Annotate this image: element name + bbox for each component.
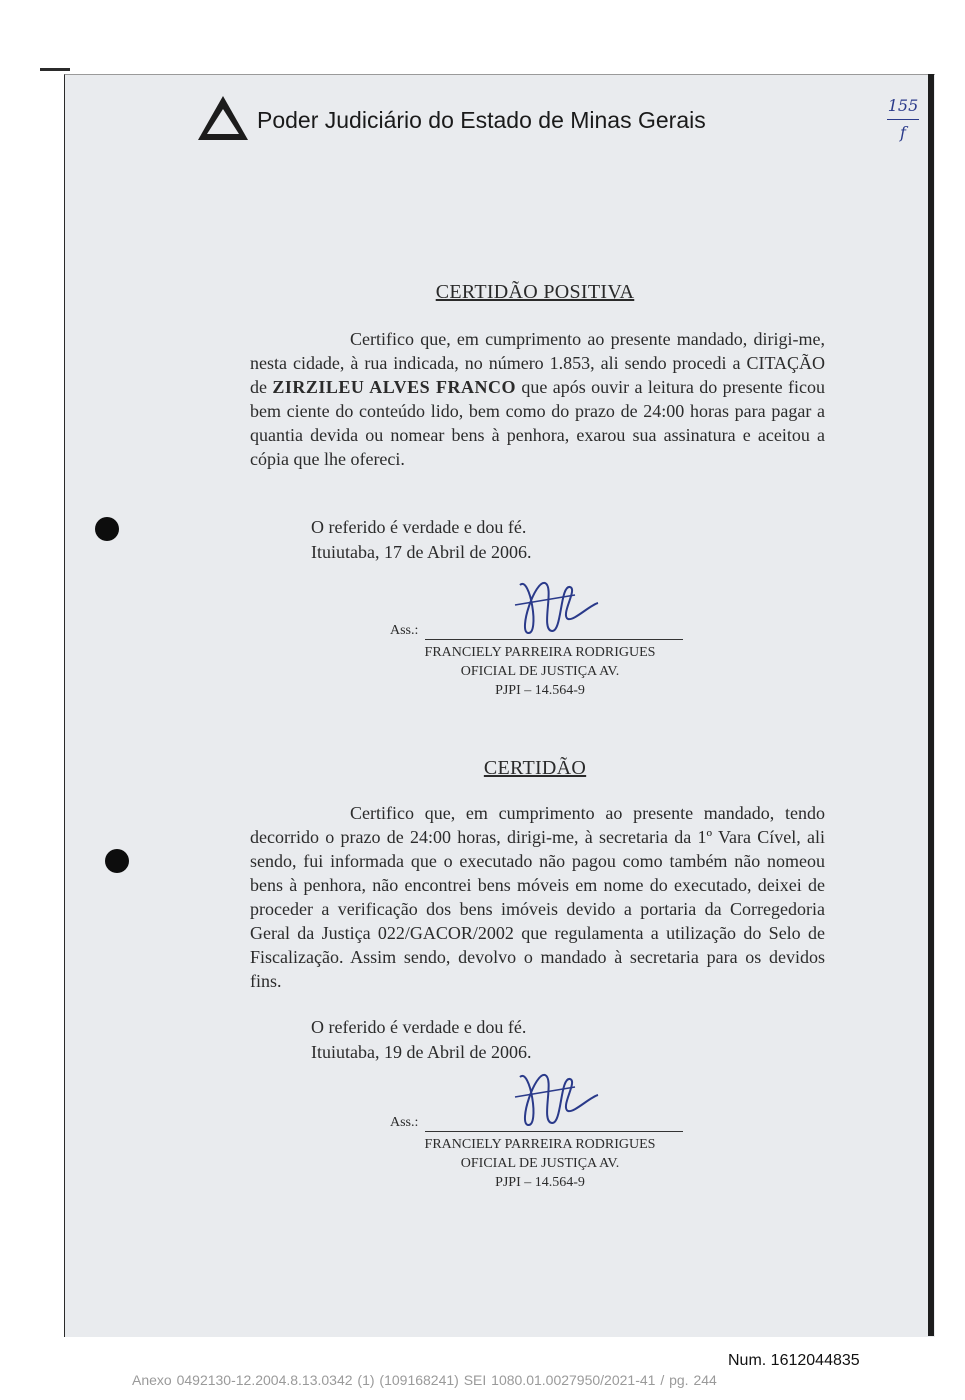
triangle-logo-icon: [195, 93, 251, 143]
official-name: FRANCIELY PARREIRA RODRIGUES: [424, 1137, 656, 1152]
certidao-positiva-closing: [311, 515, 531, 565]
scan-edge-mark: [40, 68, 70, 71]
closing-statement: O referido é verdade e dou fé.: [311, 1017, 527, 1037]
official-name: FRANCIELY PARREIRA RODRIGUES: [424, 645, 656, 660]
signature-line: [425, 639, 683, 640]
closing-date: Ituiutaba, 17 de Abril de 2006.: [311, 542, 532, 562]
signature-label: Ass.:: [390, 623, 419, 638]
scan-edge: [928, 74, 934, 1336]
official-role: OFICIAL DE JUSTIÇA AV.: [460, 1156, 620, 1171]
signature-details: [390, 643, 690, 700]
official-role: OFICIAL DE JUSTIÇA AV.: [460, 664, 620, 679]
certidao-title: CERTIDÃO: [483, 757, 587, 779]
signature-line: [425, 1131, 683, 1132]
certidao-closing: [311, 1015, 531, 1065]
closing-statement: O referido é verdade e dou fé.: [311, 517, 527, 537]
certidao-positiva-paragraph: Certifico que, em cumprimento ao presente mandado, dirigi-me, nesta cidade, à rua indicada, no número 1.853, ali sendo procedi a CITAÇÃO de ZIRZILEU ALVES FRANCO que após ouvir a leitura do presente ficou bem ciente do conteúdo lido, bem como do prazo de 24:00 horas para pagar a quantia devida ou nomear bens à penhora, exarou sua assinatura e aceitou a cópia que lhe ofereci.: [250, 329, 825, 469]
document-number: Num. 1612044835: [728, 1352, 860, 1369]
signature-details: [390, 1135, 690, 1192]
official-id: PJPI – 14.564-9: [495, 1175, 585, 1190]
folio-handwritten: [883, 97, 923, 142]
punch-hole: [95, 517, 119, 541]
signature-label: Ass.:: [390, 1115, 419, 1130]
folio-sub: f: [900, 123, 906, 142]
scanned-page: [64, 74, 935, 1337]
punch-hole: [105, 849, 129, 873]
official-id: PJPI – 14.564-9: [495, 683, 585, 698]
document-reference: Anexo 0492130-12.2004.8.13.0342 (1) (109168241) SEI 1080.01.0027950/2021-41 / pg. 244: [132, 1372, 717, 1388]
closing-date: Ituiutaba, 19 de Abril de 2006.: [311, 1042, 532, 1062]
certidao-paragraph: Certifico que, em cumprimento ao presente mandado, tendo decorrido o prazo de 24:00 horas, dirigi-me, à secretaria da 1º Vara Cível, ali sendo, fui informada que o executado não pagou como também não nomeou bens à penhora, não encontrei bens móveis em nome do executado, deixei de proceder a verificação dos bens imóveis devido a portaria da Corregedoria Geral da Justiça 022/GACOR/2002 que regulamenta a utilização do Selo de Fiscalização. Assim sendo, devolvo o mandado à secretaria para os devidos fins.: [250, 803, 825, 991]
folio-number: 155: [887, 96, 919, 115]
handwritten-signature-icon: [500, 1067, 600, 1129]
defendant-name: ZIRZILEU ALVES FRANCO: [272, 377, 517, 397]
certidao-positiva-title: CERTIDÃO POSITIVA: [435, 281, 635, 303]
handwritten-signature-icon: [500, 575, 600, 637]
header-title: Poder Judiciário do Estado de Minas Gerais: [257, 107, 706, 133]
